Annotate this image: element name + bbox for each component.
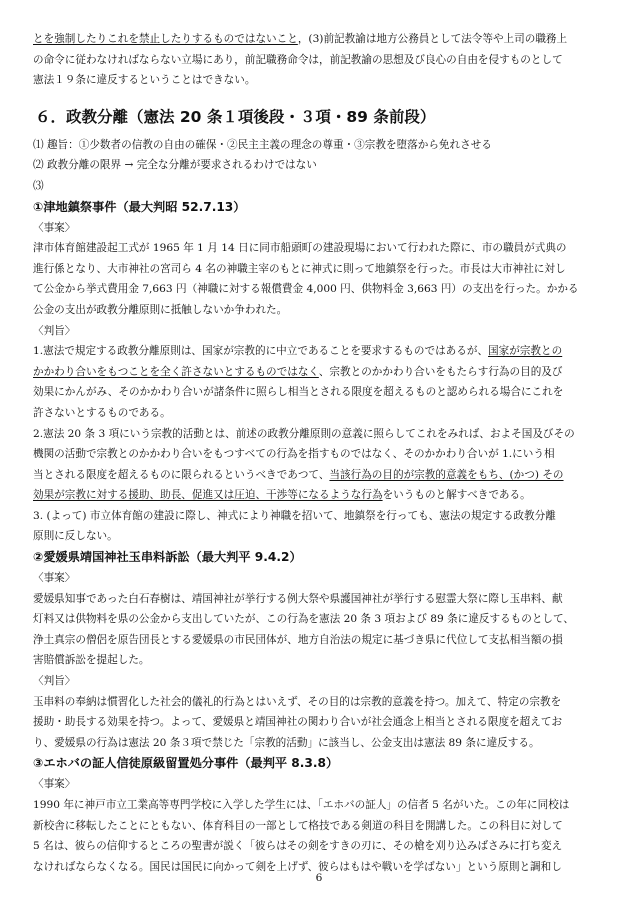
paragraph-line: 援助・助長する効果を持つ。よって、愛媛県と靖国神社の関わり合いが社会通念上相当とされる限度を超えてお xyxy=(33,716,563,729)
paragraph-line xyxy=(33,485,606,506)
paragraph-line xyxy=(33,341,606,362)
paragraph-line: 公金の支出が政教分離原則に抵触しないか争われた。 xyxy=(33,303,288,316)
list-item: ⑵ 政教分離の限界 → 完全な分離が要求されるわけではない xyxy=(33,159,317,172)
case-title: ①津地鎮祭事件（最大判昭 52.7.13） xyxy=(33,199,246,214)
case-title: ②愛媛県靖国神社玉串料訴訟（最大判平 9.4.2） xyxy=(33,550,302,565)
paragraph-line: て公金から挙式費用金 7,663 円（神職に対する報償費金 4,000 円、供物料金 3,663 円）の支出を行った。かかる xyxy=(33,283,579,296)
paragraph-line: 憲法１９条に違反するということはできない。 xyxy=(33,74,256,87)
paragraph-line: 浄土真宗の僧侶を原告団長とする愛媛県の市民団体が、地方自治法の規定に基づき県に代位して支払相当額の損 xyxy=(33,633,563,646)
paragraph-line xyxy=(33,29,606,50)
page-number: 6 xyxy=(315,872,323,884)
paragraph-line: なければならなくなる。国民は国民に向かって剣を上げず、彼らはもはや戦いを学ばない」という原則と調和し xyxy=(33,860,562,873)
paragraph-line: 原則に反しない。 xyxy=(33,530,118,543)
paragraph-line: 2.憲法 20 条 3 項にいう宗教的活動とは、前述の政教分離原則の意義に照らしてこれをみれば、およそ国及びその xyxy=(33,427,575,440)
text-span: をいうものと解すべきである。 xyxy=(382,489,531,502)
text-span: 1.憲法で規定する政教分離原則は、国家が宗教的に中立であることを要求するものではあるが、 xyxy=(33,345,489,358)
list-item: ⑴ 趣旨：①少数者の信教の自由の確保・②民主主義の理念の尊重・③宗教を堕落から免れさせる xyxy=(33,138,492,151)
paragraph-line: 1990 年に神戸市立工業高等専門学校に入学した学生には、「エホバの証人」の信者 5 名がいた。この年に同校は xyxy=(33,799,570,811)
paragraph-line: 許さないとするものである。 xyxy=(33,406,171,419)
paragraph-line xyxy=(33,362,606,383)
paragraph-line: 効果にかんがみ、そのかかわり合いが諸条件に照らし相当とされる限度を超えるものと認められる場合にこれを xyxy=(33,386,564,399)
paragraph-line: 害賠償訴訟を提起した。 xyxy=(33,654,150,667)
facts-label: 〈事案〉 xyxy=(33,572,76,585)
facts-label: 〈事案〉 xyxy=(33,221,76,234)
paragraph-line: り、愛媛県の行為は憲法 20 条３項で禁じた「宗教的活動」に該当し、公金支出は憲法 89 条に違反する。 xyxy=(33,736,540,749)
paragraph-line: 津市体育館建設起工式が 1965 年 1 月 14 日に同市船頭町の建設現場において行われた際に、市の職員が式典の xyxy=(33,242,567,255)
list-item: ⑶ xyxy=(33,179,44,192)
paragraph-line: の命令に従わなければならない立場にあり，前記職務命令は，前記教諭の思想及び良心の自由を侵すものとして xyxy=(33,53,563,66)
ruling-label: 〈判旨〉 xyxy=(33,675,76,688)
paragraph-line: 愛媛県知事であった白石春樹は、靖国神社が挙行する例大祭や県護国神社が挙行する慰霊大祭に際し玉串料、献 xyxy=(33,592,563,605)
text-span: 、宗教とのかかわり合いをもたらす行為の目的及び xyxy=(318,365,563,378)
underlined-text: 当該行為の目的が宗教的意義をもち、(かつ) その xyxy=(329,468,564,481)
paragraph-line: 玉串料の奉納は慣習化した社会的儀礼的行為とはいえず、その目的は宗教的意義を持つ。加えて、特定の宗教を xyxy=(33,695,562,708)
paragraph-line xyxy=(33,465,606,486)
paragraph-line: 機関の活動で宗教とのかかわり合いをもつすべての行為を指すものではなく、そのかかわり合いが 1.にいう相 xyxy=(33,448,555,461)
paragraph-line: 新校舎に移転したことにともない、体育科目の一部として格技である剣道の科目を開講した。この科目に対して xyxy=(33,819,563,832)
underlined-text: とを強制したりこれを禁止したりするものではないこと xyxy=(33,33,298,45)
text-span: ，(3)前記教諭は地方公務員として法令等や上司の職務上 xyxy=(297,33,568,45)
ruling-label: 〈判旨〉 xyxy=(33,324,76,337)
paragraph-line: 5 名は、彼らの信仰するところの聖書が説く「彼らはその剣をすきの刃に、その槍を刈り込みばさみに打ち変え xyxy=(33,840,563,853)
underlined-text: かかわり合いをもつことを全く許さないとするものではなく xyxy=(33,365,319,378)
paragraph-line: 進行係となり、大市神社の宮司ら 4 名の神職主宰のもとに神式に則って地鎮祭を行った。市長は大市神社に対し xyxy=(33,262,566,275)
underlined-text: 効果が宗教に対する援助、助長、促進又は圧迫、干渉等になるような行為 xyxy=(33,489,383,502)
paragraph-line: 3. (よって) 市立体育館の建設に際し、神式により神職を招いて、地鎮祭を行っても、憲法の規定する政教分離 xyxy=(33,509,556,522)
spacer xyxy=(33,91,606,105)
page-body xyxy=(33,29,606,877)
paragraph-line: 灯料又は供物料を県の公金から支出していたが、この行為を憲法 20 条 3 項および 89 条に違反するものとして、 xyxy=(33,613,575,626)
underlined-text: 国家が宗教との xyxy=(488,345,563,358)
facts-label: 〈事案〉 xyxy=(33,778,76,791)
text-span: 当とされる限度を超えるものに限られるというべきであつて、 xyxy=(33,468,330,481)
case-title: ③エホバの証人信徒原級留置処分事件（最判平 8.3.8） xyxy=(33,756,339,771)
section-heading: ６．政教分離（憲法 20 条１項後段・３項・89 条前段） xyxy=(35,107,436,126)
